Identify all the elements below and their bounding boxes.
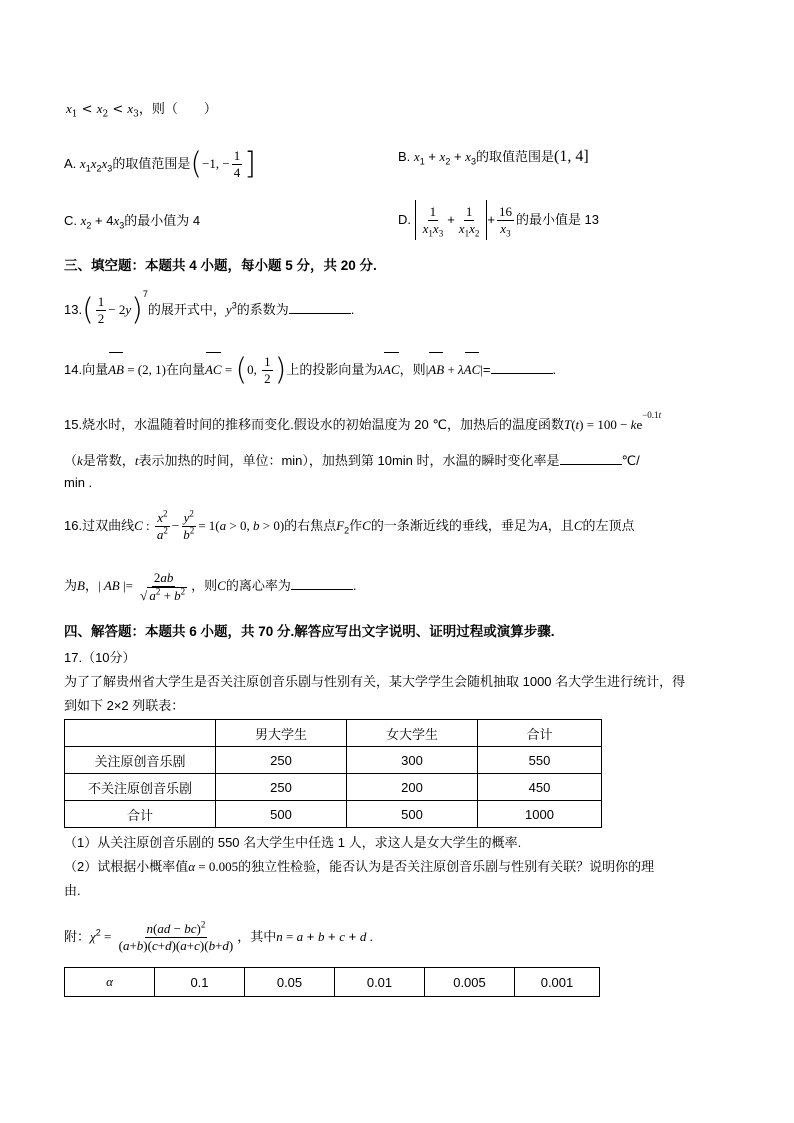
table-cell: 0.1 bbox=[155, 968, 245, 997]
table-cell: 250 bbox=[216, 747, 347, 774]
q17-appendix: 附：$\chi^2$ = $\frac{n(ad - bc)^2}{(a+b)(c+d)(a+c)(b+d)}$ ，其中n = a + b + c + d . bbox=[64, 919, 373, 954]
question-14: 14.向量AB = (2, 1)在向量AC = (0, $\frac{1}{2}$ )上的投影向量为λAC，则|AB + λAC|= . bbox=[64, 352, 557, 388]
q17-intro-1: 为了了解贵州省大学生是否关注原创音乐剧与性别有关，某大学学生会随机抽取 1000 名大学生进行统计，得 bbox=[64, 674, 686, 689]
table-cell: 合计 bbox=[65, 801, 216, 828]
table-header-cell: 女大学生 bbox=[347, 720, 478, 747]
q17-part-1: （1）从关注原创音乐剧的 550 名大学生中任选 1 人，求这人是女大学生的概率. bbox=[64, 835, 522, 850]
section-4-heading: 四、解答题：本题共 6 小题，共 70 分.解答应写出文字说明、证明过程或演算步骤. bbox=[64, 624, 555, 639]
q17-intro-2: 到如下 2×2 列联表： bbox=[64, 698, 185, 713]
table-cell: 500 bbox=[216, 801, 347, 828]
question-15-line-2: （k是常数，t表示加热的时间，单位：min），加热到第 10min 时，水温的瞬时变化率是 ℃/ bbox=[64, 453, 640, 468]
table-header-cell bbox=[65, 720, 216, 747]
question-13: 13.( $\frac{1}{2}$ − 2y)$^7$的展开式中，$y^3$的系数为 . bbox=[64, 288, 355, 328]
table-cell: α bbox=[65, 968, 155, 997]
q17-score: 17.（10分） bbox=[64, 650, 136, 665]
table-cell: 关注原创音乐剧 bbox=[65, 747, 216, 774]
question-16-line-1: 16.过双曲线C : $\frac{x^2}{a^2}$ − $\frac{y^2}{b^2}$ = 1(a > 0, b > 0)的右焦点$F_2$作C的一条渐近线的垂线，垂足为A，且C的左顶点 bbox=[64, 508, 635, 543]
table-row bbox=[65, 747, 602, 774]
section-3-heading: 三、填空题：本题共 4 小题，每小题 5 分，共 20 分. bbox=[64, 258, 377, 273]
q12-condition: $x_1 < x_2 < x_3$，则（ ） bbox=[66, 101, 217, 120]
q12-option-a: A. $x_1x_2x_3$的取值范围是(−1, − $\frac{1}{4}$ ] bbox=[64, 146, 256, 182]
table-header-cell: 合计 bbox=[478, 720, 602, 747]
table-row bbox=[65, 801, 602, 828]
table-header-row bbox=[65, 720, 602, 747]
question-16-line-2: 为B，| AB |= $\frac{2ab}{√ a^2 + b^2}$ ，则C的离心率为 . bbox=[64, 569, 357, 603]
table-cell: 0.001 bbox=[515, 968, 600, 997]
table-row bbox=[65, 968, 600, 997]
q13-answer-blank[interactable] bbox=[289, 301, 351, 314]
q17-part-2-cont: 由. bbox=[64, 883, 81, 898]
table-cell: 500 bbox=[347, 801, 478, 828]
table-cell: 0.005 bbox=[425, 968, 515, 997]
table-cell: 200 bbox=[347, 774, 478, 801]
contingency-table bbox=[64, 719, 602, 828]
table-header-cell: 男大学生 bbox=[216, 720, 347, 747]
table-cell: 250 bbox=[216, 774, 347, 801]
q15-answer-blank[interactable] bbox=[560, 452, 622, 465]
table-cell: 550 bbox=[478, 747, 602, 774]
table-row bbox=[65, 774, 602, 801]
table-cell: 0.01 bbox=[335, 968, 425, 997]
table-cell: 450 bbox=[478, 774, 602, 801]
q12-option-c: C. $x_2 + 4x_3$的最小值为 4 bbox=[64, 213, 201, 231]
question-15-line-1: 15.烧水时，水温随着时间的推移而变化.假设水的初始温度为 20 ℃，加热后的温度函数$T(t) = 100 - ke^{-0.1t}$ bbox=[64, 409, 662, 432]
q17-part-2: （2）试根据小概率值α = 0.005的独立性检验，能否认为是否关注原创音乐剧与性别有关联？说明你的理 bbox=[64, 859, 655, 874]
table-cell: 1000 bbox=[478, 801, 602, 828]
alpha-table bbox=[64, 967, 600, 997]
table-cell: 0.05 bbox=[245, 968, 335, 997]
q12-option-d: D. $\frac{1}{x_1x_3}$ + $\frac{1}{x_1x_2}$ + $\frac{16}{x_3}$ 的最小值是 13 bbox=[398, 200, 599, 240]
q14-answer-blank[interactable] bbox=[491, 361, 553, 374]
q16-answer-blank[interactable] bbox=[291, 577, 353, 590]
table-cell: 300 bbox=[347, 747, 478, 774]
question-15-line-3: min . bbox=[64, 475, 93, 490]
table-cell: 不关注原创音乐剧 bbox=[65, 774, 216, 801]
q12-option-b: B. $x_1 + x_2 + x_3$的取值范围是(1, 4] bbox=[398, 148, 589, 167]
